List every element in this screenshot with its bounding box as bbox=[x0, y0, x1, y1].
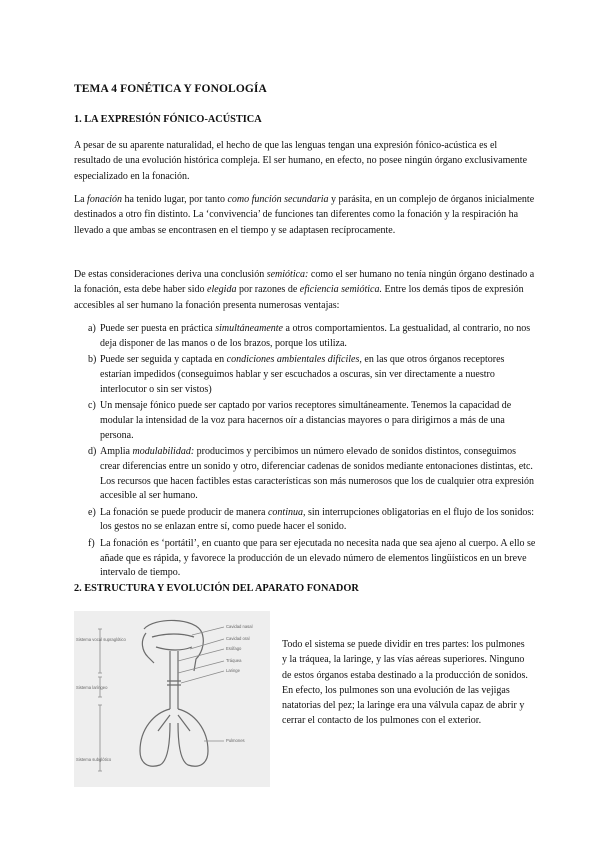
label-laringe: Laringe bbox=[226, 668, 240, 673]
paragraph-1: A pesar de su aparente naturalidad, el hecho de que las lenguas tengan una expresión fónico-acústica es el resultado de una evolución histórica compleja. El ser humano, en efecto, no posee ningún órgano exclusivamente especializado en la fonación. bbox=[74, 140, 528, 182]
paragraph-2: La fonación ha tenido lugar, por tanto como función secundaria y parásita, en un complejo de órganos inicialmente destinados a otro fin distinto. La ‘convivencia’ de funciones tan diferentes como la fonación y la respiración ha llevado a que ambas se encontrasen en el tiempo y se adaptasen recíprocamente. bbox=[74, 194, 535, 236]
list-item: b) Puede ser seguida y captada en condiciones ambientales difíciles, en las que otros órganos receptores estarían impedidos (conseguimos hablar y ser escuchados a oscuras, sin ver directamente a nuestro interlocutor o sin ser vistos) bbox=[88, 354, 505, 395]
label-sistema-supraglotico: Sistema vocal supraglótico bbox=[76, 637, 126, 642]
label-pulmones: Pulmones bbox=[226, 738, 245, 743]
list-item: f) La fonación es ‘portátil’, en cuanto que para ser ejecutada no necesita nada que sea ajeno al cuerpo. A ello se añade que es rápida, y favorece la producción de un elevado número de elementos lingüísticos en un breve intervalo de tiempo. bbox=[88, 538, 536, 579]
section-2-paragraph: Todo el sistema se puede dividir en tres partes: los pulmones y la tráquea, la laringe, y las vías aéreas superiores. Ninguno de estos órganos estaba destinado a la producción de sonidos. En efecto, los pulmones son una evolución de las vejigas natatorias del pez; la laringe era una válvula capaz de abrir y cerrar el contacto de los pulmones con el exterior. bbox=[282, 639, 528, 727]
label-sistema-laringeo: Sistema laríngeo bbox=[76, 685, 108, 690]
list-item: d) Amplia modulabilidad: producimos y percibimos un número elevado de sonidos distintos, conseguimos crear diferencias entre un sonido y otro, diferenciar cadenas de sonidos mediante entonaciones distintas, etc. Los recursos que hacen factibles estas características son más numerosos que los de cualquier otra expresión accesible al ser humano. bbox=[88, 446, 535, 502]
paragraph-3: De estas consideraciones deriva una conclusión semiótica: como el ser humano no tenía ningún órgano destinado a la fonación, esta debe haber sido elegida por razones de eficiencia semiótica. Entre los demás tipos de expresión accesibles al ser humano la fonación presenta numerosas ventajas: bbox=[74, 269, 535, 311]
section-1-heading: 1. LA EXPRESIÓN FÓNICO-ACÚSTICA bbox=[74, 114, 262, 125]
label-traquea: Tráquea bbox=[226, 658, 242, 663]
label-cavidad-nasal: Cavidad nasal bbox=[226, 624, 253, 629]
list-item: e) La fonación se puede producir de manera continua, sin interrupciones obligatorias en el flujo de los sonidos: los gestos no se enlazan entre sí, como puede hacer el sonido. bbox=[88, 506, 535, 533]
section-2-heading: 2. ESTRUCTURA Y EVOLUCIÓN DEL APARATO FONADOR bbox=[74, 583, 359, 594]
page-title: TEMA 4 FONÉTICA Y FONOLOGÍA bbox=[74, 83, 267, 95]
vocal-apparatus-diagram bbox=[74, 611, 270, 787]
label-cavidad-oral: Cavidad oral bbox=[226, 636, 250, 641]
list-item: c) Un mensaje fónico puede ser captado por varios receptores simultáneamente. Tenemos la capacidad de modular la intensidad de la voz para hacernos oír a distancias mayores o para dirigirnos a más de una persona. bbox=[88, 400, 512, 441]
vocal-apparatus-figure bbox=[74, 611, 270, 787]
label-sistema-subglotico: Sistema subglótico bbox=[76, 757, 112, 762]
list-item: a) Puede ser puesta en práctica simultáneamente a otros comportamientos. La gestualidad, al contrario, no nos deja disponer de las manos o de los brazos, porque los utiliza. bbox=[88, 323, 531, 349]
label-esofago: Esófago bbox=[226, 646, 242, 651]
advantages-list bbox=[74, 322, 536, 583]
